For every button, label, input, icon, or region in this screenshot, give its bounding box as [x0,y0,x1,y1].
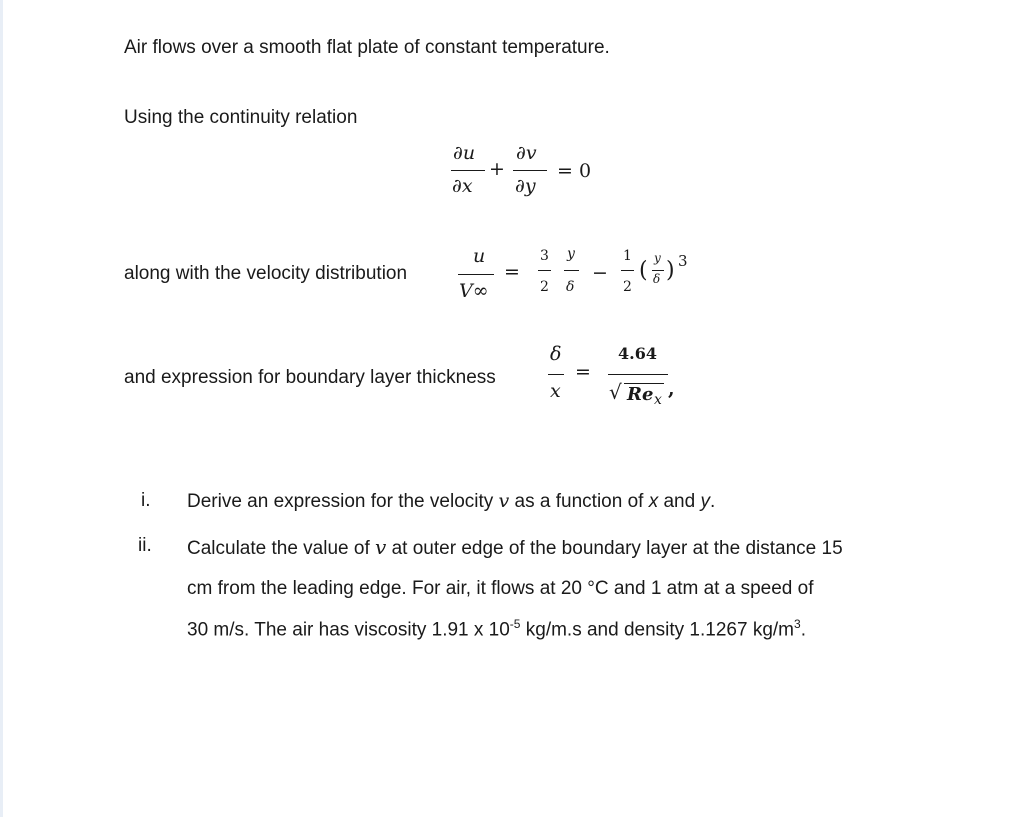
velocity-symbol-2: v [375,535,387,559]
ratio-2-denominator: δ [653,272,661,286]
variable-y: y [700,491,710,512]
item-2-line-3b: kg/m.s and density 1.1267 kg/m [520,619,795,641]
continuity-intro: Using the continuity relation [124,107,358,128]
problem-statement: Air flows over a smooth flat plate of constant temperature. [124,37,610,58]
left-paren: ( [639,258,648,283]
continuity-plus: + [489,158,505,180]
thickness-intro: and expression for boundary layer thickness [124,367,496,388]
continuity-fraction-bar-1 [451,170,485,171]
item-1-text-c: and [658,491,701,512]
ratio-1-bar [564,270,579,271]
reynolds-number: Re [627,384,654,405]
coefficient-2-denominator: 2 [623,279,632,295]
thickness-fraction-bar [548,374,564,375]
velocity-fraction-bar [458,274,494,275]
item-2-line-3 [187,617,806,641]
item-marker-2: ii. [138,535,152,556]
velocity-equals: = [504,261,520,283]
ratio-2-numerator: y [654,251,661,265]
velocity-distribution-intro: along with the velocity distribution [124,263,408,284]
square-root-icon: √ [609,380,622,404]
ratio-1-denominator: δ [566,279,575,295]
coefficient-1-numerator: 3 [540,248,549,264]
continuity-fraction-bar-2 [513,170,547,171]
continuity-numerator-1: ∂u [453,142,476,164]
item-1-text [187,490,715,513]
item-marker-1: i. [141,490,151,511]
thickness-constant: 4.64 [618,344,657,363]
cube-exponent: 3 [678,252,688,270]
page-left-edge [0,0,3,817]
reynolds-subscript: x [654,392,662,408]
ratio-1-numerator: y [567,246,575,262]
item-1-text-d: . [709,491,716,512]
thickness-equals: = [575,361,591,383]
thickness-comma: , [668,378,675,400]
item-2-text-b: at outer edge of the boundary layer at the distance 15 [386,538,843,559]
coefficient-2-numerator: 1 [623,248,632,264]
continuity-numerator-2: ∂v [516,142,537,164]
continuity-denominator-2: ∂y [515,175,536,197]
continuity-rhs: = 0 [557,160,592,182]
thickness-numerator: δ [550,343,562,365]
item-2-text-a: Calculate the value of [187,538,376,559]
velocity-denominator: V∞ [459,280,489,302]
density-exponent: 3 [794,617,801,631]
viscosity-exponent: -5 [509,617,521,631]
continuity-denominator-1: ∂x [452,175,473,197]
variable-x: x [648,491,659,512]
item-1-text-a: Derive an expression for the velocity [187,491,499,512]
coefficient-1-bar [538,270,551,271]
item-2-line-2: cm from the leading edge. For air, it flows at 20 °C and 1 atm at a speed of [187,578,814,599]
right-paren: ) [666,258,675,283]
coefficient-1-denominator: 2 [540,279,549,295]
item-2-line-1 [187,535,843,560]
velocity-symbol: v [498,490,510,512]
thickness-rhs-bar [608,374,668,375]
item-2-line-3c: . [800,619,806,641]
thickness-denominator: x [550,380,561,402]
item-1-text-b: as a function of [509,491,649,512]
velocity-numerator: u [473,245,486,267]
item-2-line-3a: 30 m/s. The air has viscosity 1.91 x 10 [187,619,510,641]
coefficient-2-bar [621,270,634,271]
velocity-minus: − [592,262,608,284]
